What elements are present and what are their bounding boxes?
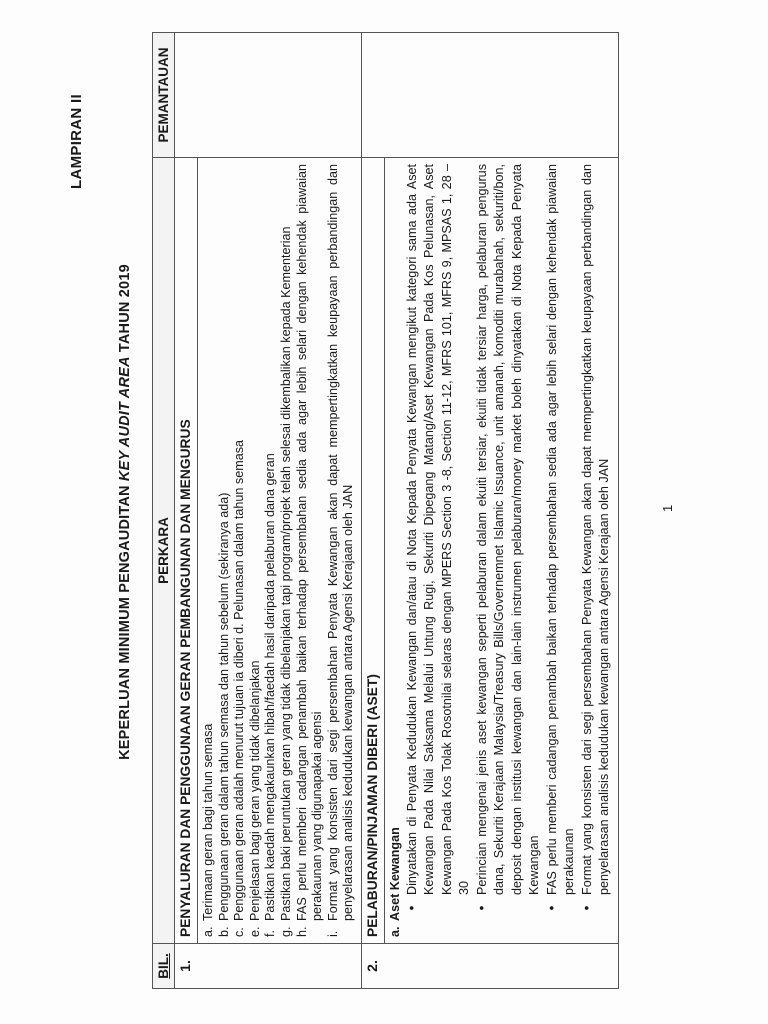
bullet-icon: •	[472, 905, 489, 911]
bullet-item	[544, 164, 579, 937]
header-pemantauan: PEMANTAUAN	[153, 33, 175, 158]
list-item	[263, 164, 279, 937]
subsection-title: Aset Kewangan	[387, 827, 402, 921]
section-2-heading-row	[361, 33, 384, 989]
list-item	[217, 164, 233, 937]
item-label: e.	[247, 926, 262, 937]
section-number: 2.	[361, 944, 618, 989]
title-prefix: KEPERLUAN MINIMUM PENGAUDITAN	[117, 481, 133, 760]
list-item	[201, 164, 217, 937]
section-number: 1.	[175, 944, 362, 989]
bullet-item	[474, 164, 544, 937]
bullet-icon: •	[542, 905, 559, 911]
item-label: b.	[216, 926, 231, 937]
bullet-icon: •	[402, 905, 419, 911]
item-text: Penggunaan geran adalah menurut tujuan ia diberi d. Pelunasan dalam tahun semasa	[232, 439, 247, 921]
header-perkara: PERKARA	[153, 158, 175, 944]
bullet-item	[404, 164, 474, 937]
appendix-label: LAMPIRAN II	[68, 94, 85, 189]
item-label: a.	[201, 926, 215, 937]
list-item	[279, 164, 295, 937]
pemantauan-cell[interactable]	[361, 33, 618, 158]
item-text: Format yang konsisten dari segi persembahan Penyata Kewangan akan dapat mempertingkatkan keupayaan perbandingan dan penyelarasan analisis kedudukan kewangan antara Agensi Kerajaan oleh JAN	[325, 164, 356, 921]
bullet-text: Perincian mengenai jenis aset kewangan seperti pelaburan dalam ekuiti tersiar, ekuiti tidak tersiar harga, pelaburan pengurus dana, Sekuriti Kerajaan Malaysia/Treasury Bills/Governemnet Islamic Issuance, unit amanah, komoditi murabahah, sekuriti/bon, deposit dengan institusi kewangan dan lain-lain instrumen pelaburan/money market boleh dinyatakan di Nota Kepada Penyata Kewangan	[474, 164, 542, 895]
section-1-body-row	[198, 33, 362, 989]
bullet-item	[579, 164, 614, 937]
item-label: f.	[263, 930, 278, 937]
header-bil: BIL.	[153, 944, 175, 989]
document-title	[117, 0, 133, 1024]
section-2-body-row	[384, 33, 618, 989]
item-label: c.	[232, 927, 247, 937]
item-label: g.	[278, 926, 293, 937]
list-item	[232, 164, 248, 937]
section-body	[198, 158, 362, 944]
item-text: FAS perlu memberi cadangan penambah baikan terhadap persembahan sedia ada agar lebih selari dengan kehendak piawaian perakaunan yang digunapakai agensi	[294, 164, 325, 921]
page-number: 1	[660, 504, 675, 512]
item-label: i.	[325, 930, 340, 937]
list-item	[248, 164, 264, 937]
title-suffix: TAHUN 2019	[117, 264, 133, 357]
section-heading: PELABURAN/PINJAMAN DIBERI (ASET)	[361, 158, 384, 944]
section-1-heading-row	[175, 33, 198, 989]
item-text: Terimaan geran bagi tahun semasa	[201, 723, 215, 921]
item-text: Penjelasan bagi geran yang tidak dibelanjakan	[247, 660, 262, 921]
item-label: h.	[294, 926, 309, 937]
pemantauan-cell[interactable]	[175, 33, 362, 158]
item-text: Pastikan baki peruntukan geran yang tidak dibelanjakan tapi program/projek telah selesai dikembalikan kepada Kementerian	[278, 226, 293, 921]
list-item	[326, 164, 357, 937]
subsection-heading	[388, 164, 404, 937]
item-text: Pastikan kaedah mengakaunkan hibah/faedah hasil daripada pelaburan dana geran	[263, 453, 278, 921]
section-heading: PENYALURAN DAN PENGGUNAAN GERAN PEMBANGUNAN DAN MENGURUS	[175, 158, 198, 944]
subsection-label: a.	[387, 926, 402, 937]
bullet-text: Dinyatakan di Penyata Kedudukan Kewangan dan/atau di Nota Kepada Penyata Kewangan mengikut kategori sama ada Aset Kewangan Pada Nilai Saksama Melalui Untung Rugi, Sekuriti Dipegang Matang/Aset Kewangan Pada Kos Pelunasan, Aset Kewangan Pada Kos Tolak Rosotnilai selaras dengan MPERS Section 3 -8, Section 11-12, MFRS 101, MFRS 9, MPSAS 1, 28 – 30	[404, 164, 472, 895]
table-header-row	[153, 33, 175, 989]
item-text: Penggunaan geran dalam tahun semasa dan tahun sebelum (sekiranya ada)	[216, 492, 231, 921]
section-body	[384, 158, 618, 944]
bullet-icon: •	[577, 905, 594, 911]
list-item	[295, 164, 326, 937]
bullet-text: FAS perlu memberi cadangan penambah baikan terhadap persembahan sedia ada agar lebih selari dengan kehendak piawaian perakaunan	[544, 164, 577, 895]
title-italic: KEY AUDIT AREA	[117, 356, 133, 482]
audit-requirements-table	[152, 32, 619, 989]
bullet-text: Format yang konsisten dari segi persembahan Penyata Kewangan akan dapat mempertingkatkan keupayaan perbandingan dan penyelarasan analisis kedudukan kewangan antara Agensi Kerajaan oleh JAN	[579, 164, 612, 895]
